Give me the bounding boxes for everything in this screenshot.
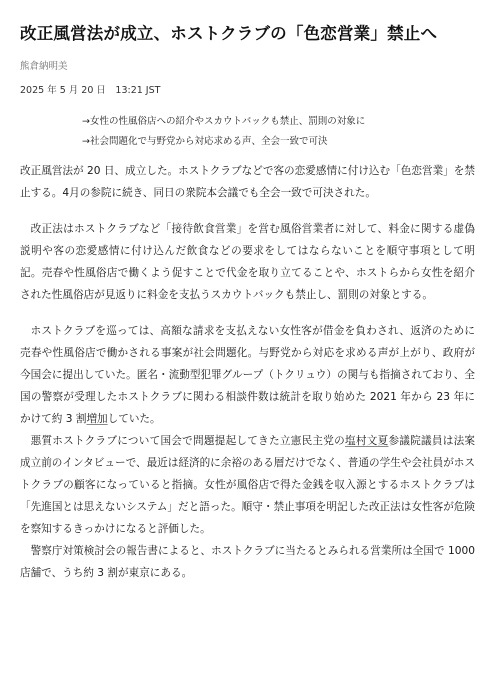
publish-datetime: 2025 年 5 月 20 日 13:21 JST (20, 85, 161, 96)
keyword-link[interactable]: 塩村文夏 (345, 435, 389, 447)
paragraph (20, 218, 475, 306)
paragraph-text: 悪質ホストクラブについて国会で問題提起してきた立憲民主党の (30, 435, 345, 447)
paragraph-text: 参議院議員は法案成立前のインタビューで、最近は経済的に余裕のある層だけでなく、普通の学生や会社員がホストクラブの顧客になっていると指摘。女性が風俗店で得た金銭を収入源とするホストクラブは「先進国とは思えないシステム」だと語った。順守・禁止事項を明記した改正法は女性客が危険を察知するきっかけになると評価した。 (20, 435, 476, 535)
paragraph-lead (20, 160, 475, 204)
summary-item: →女性の性風俗店への紹介やスカウトバックも禁止、罰則の対象に (82, 116, 366, 127)
paragraph-text: 改正法はホストクラブなど「接待飲食営業」を営む風俗営業者に対して、料金に関する虚偽説明や客の恋愛感情に付け込んだ飲食などの要求をしてはならないことを順守事項として明記。売春や性風俗店で働くよう促すことで代金を取り立てることや、ホストらから女性を紹介された性風俗店が見返りに料金を支払うスカウトバックも禁止し、罰則の対象とする。 (20, 223, 475, 301)
summary-item: →社会問題化で与野党から対応求める声、全会一致で可決 (82, 136, 328, 147)
paragraph-text: していた。 (107, 413, 161, 425)
paragraph (20, 430, 475, 540)
paragraph (20, 540, 475, 584)
keyword-link[interactable]: 増加 (86, 413, 108, 425)
article-body (20, 160, 475, 584)
article (20, 22, 475, 584)
paragraph-text: ホストクラブを巡っては、高額な請求を支払えない女性客が借金を負わされ、返済のために売春や性風俗店で働かされる事案が社会問題化。与野党から対応を求める声が上がり、政府が今国会に提出していた。匿名・流動型犯罪グループ（トクリュウ）の関与も指摘されており、全国の警察が受理したホストクラブに関わる相談件数は統計を取り始めた 2021 年から 23 年にかけて約 3 割 (20, 325, 475, 425)
paragraph (20, 320, 475, 430)
summary-list (20, 112, 475, 152)
article-title: 改正風営法が成立、ホストクラブの「色恋営業」禁止へ (20, 24, 438, 43)
paragraph-text: 警察庁対策検討会の報告書によると、ホストクラブに当たるとみられる営業所は全国で 1000 店舗で、うち約 3 割が東京にある。 (20, 545, 475, 579)
author-byline[interactable]: 熊倉納明美 (20, 61, 68, 72)
paragraph-text: 改正風営法が 20 日、成立した。ホストクラブなどで客の恋愛感情に付け込む「色恋営業」を禁止する。4月の参院に続き、同日の衆院本会議でも全会一致で可決された。 (20, 165, 475, 199)
